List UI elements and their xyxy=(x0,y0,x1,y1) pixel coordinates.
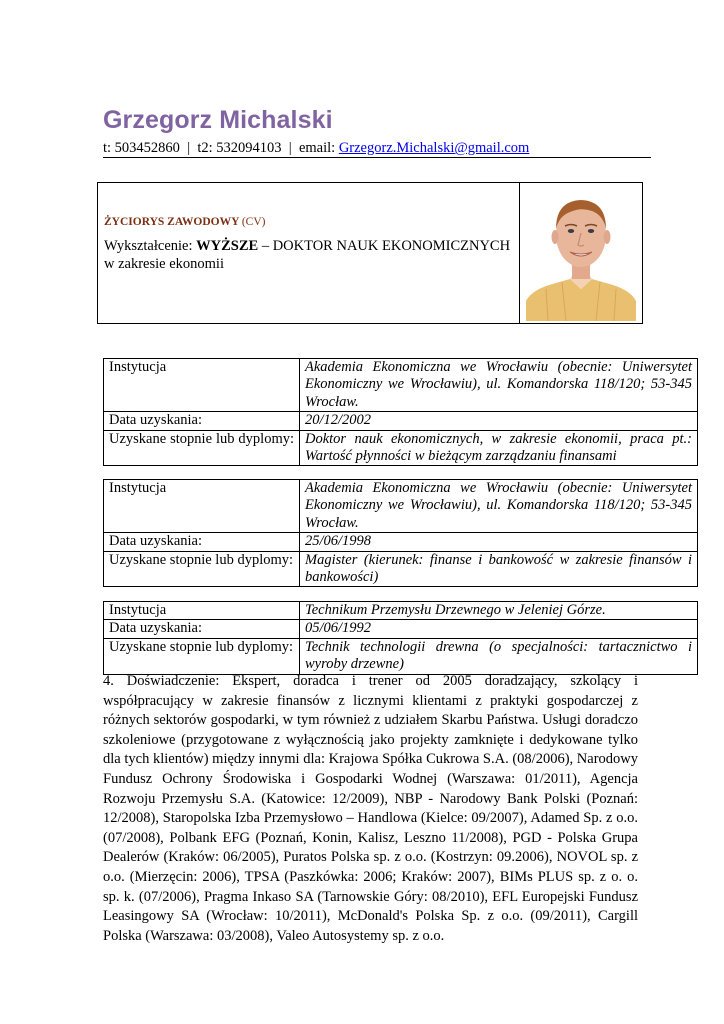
date-value: 25/06/1998 xyxy=(300,533,698,551)
contact-line xyxy=(103,140,529,157)
date-label: Data uzyskania: xyxy=(104,533,300,551)
phone-1: t: 503452860 xyxy=(103,140,180,156)
table-row xyxy=(104,602,698,620)
degree-value: Magister (kierunek: finanse i bankowość w zakresie finansów i bankowości) xyxy=(300,551,698,587)
table-row xyxy=(104,480,698,533)
date-label: Data uzyskania: xyxy=(104,412,300,430)
date-label: Data uzyskania: xyxy=(104,620,300,638)
email-label: email: xyxy=(298,140,336,156)
cv-title xyxy=(104,216,265,228)
education-table-3 xyxy=(103,601,698,675)
contact-separator: | xyxy=(288,140,292,156)
education-table-2 xyxy=(103,479,698,587)
phone-2: t2: 532094103 xyxy=(197,140,282,156)
table-row xyxy=(104,620,698,638)
institution-value: Akademia Ekonomiczna we Wrocławiu (obecnie: Uniwersytet Ekonomiczny we Wrocławiu), ul. Komandorska 118/120; 53-345 Wrocław. xyxy=(300,359,698,412)
table-row xyxy=(104,638,698,674)
education-prefix: Wykształcenie: xyxy=(104,238,193,254)
person-name: Grzegorz Michalski xyxy=(103,106,333,134)
table-row xyxy=(104,533,698,551)
institution-value: Akademia Ekonomiczna we Wrocławiu (obecnie: Uniwersytet Ekonomiczny we Wrocławiu), ul. Komandorska 118/120; 53-345 Wrocław. xyxy=(300,480,698,533)
education-degree: – DOKTOR NAUK EKONOMICZNYCH xyxy=(261,238,511,254)
table-row xyxy=(104,551,698,587)
degree-label: Uzyskane stopnie lub dyplomy: xyxy=(104,551,300,587)
education-summary xyxy=(104,237,518,273)
institution-label: Instytucja xyxy=(104,359,300,412)
cv-box-divider xyxy=(519,183,520,323)
degree-value: Technik technologii drewna (o specjalności: tartacznictwo i wyroby drzewne) xyxy=(300,638,698,674)
table-row xyxy=(104,412,698,430)
institution-label: Instytucja xyxy=(104,602,300,620)
degree-label-cell xyxy=(104,430,300,466)
table-row xyxy=(104,359,698,412)
education-table-1 xyxy=(103,358,698,466)
degree-value: Doktor nauk ekonomicznych, w zakresie ekonomii, praca pt.: Wartość płynności w bieżącym zarządzaniu finansami xyxy=(300,430,698,466)
date-value: 05/06/1992 xyxy=(300,620,698,638)
institution-label: Instytucja xyxy=(104,480,300,533)
header-divider xyxy=(103,157,651,158)
cv-summary-box xyxy=(97,182,643,324)
profile-photo xyxy=(526,185,636,321)
degree-label: Uzyskane stopnie lub dyplomy: xyxy=(109,430,294,447)
education-level: WYŻSZE xyxy=(196,238,259,254)
cv-title-text: ŻYCIORYS ZAWODOWY xyxy=(104,216,239,228)
institution-value: Technikum Przemysłu Drzewnego w Jeleniej Górze. xyxy=(300,602,698,620)
email-link[interactable]: Grzegorz.Michalski@gmail.com xyxy=(338,140,530,156)
degree-label: Uzyskane stopnie lub dyplomy: xyxy=(104,638,300,674)
contact-separator: | xyxy=(187,140,191,156)
experience-paragraph: 4. Doświadczenie: Ekspert, doradca i trener od 2005 doradzający, szkolący i współpracujący w zakresie finansów z licznymi klientami z praktyki gospodarczej z różnych sektorów gospodarki, w tym również z udziałem Skarbu Państwa. Usługi doradczo szkoleniowe (przygotowane z wyłącznością jako projekty zamknięte i dedykowane tylko dla tych klientów) między innymi dla: Krajowa Spółka Cukrowa S.A. (08/2006), Narodowy Fundusz Ochrony Środowiska i Gospodarki Wodnej (Warszawa: 01/2011), Agencja Rozwoju Przemysłu S.A. (Katowice: 12/2009), NBP - Narodowy Bank Polski (Poznań: 12/2008), Staropolska Izba Przemysłowo – Handlowa (Kielce: 09/2007), Adamed Sp. z o.o. (07/2008), Polbank EFG (Poznań, Konin, Kalisz, Leszno 11/2008), PGD - Polska Grupa Dealerów (Kraków: 06/2005), Puratos Polska sp. z o.o. (Kostrzyn: 09.2006), NOVOL sp. z o.o. (Mierzęcin: 2006), TPSA (Paszkówka: 2006; Kraków: 2007), BIMs PLUS sp. z o. o. sp. k. (07/2006), Pragma Inkaso SA (Tarnowskie Góry: 08/2010), EFL Europejski Fundusz Leasingowy SA (Wrocław: 10/2011), McDonald's Polska Sp. z o.o. (09/2011), Cargill Polska (Warszawa: 03/2008), Valeo Autosystemy sp. z o.o. xyxy=(103,673,638,944)
table-row xyxy=(104,430,698,466)
date-value: 20/12/2002 xyxy=(300,412,698,430)
cv-title-suffix: (CV) xyxy=(241,216,266,228)
education-field: w zakresie ekonomii xyxy=(104,256,224,272)
